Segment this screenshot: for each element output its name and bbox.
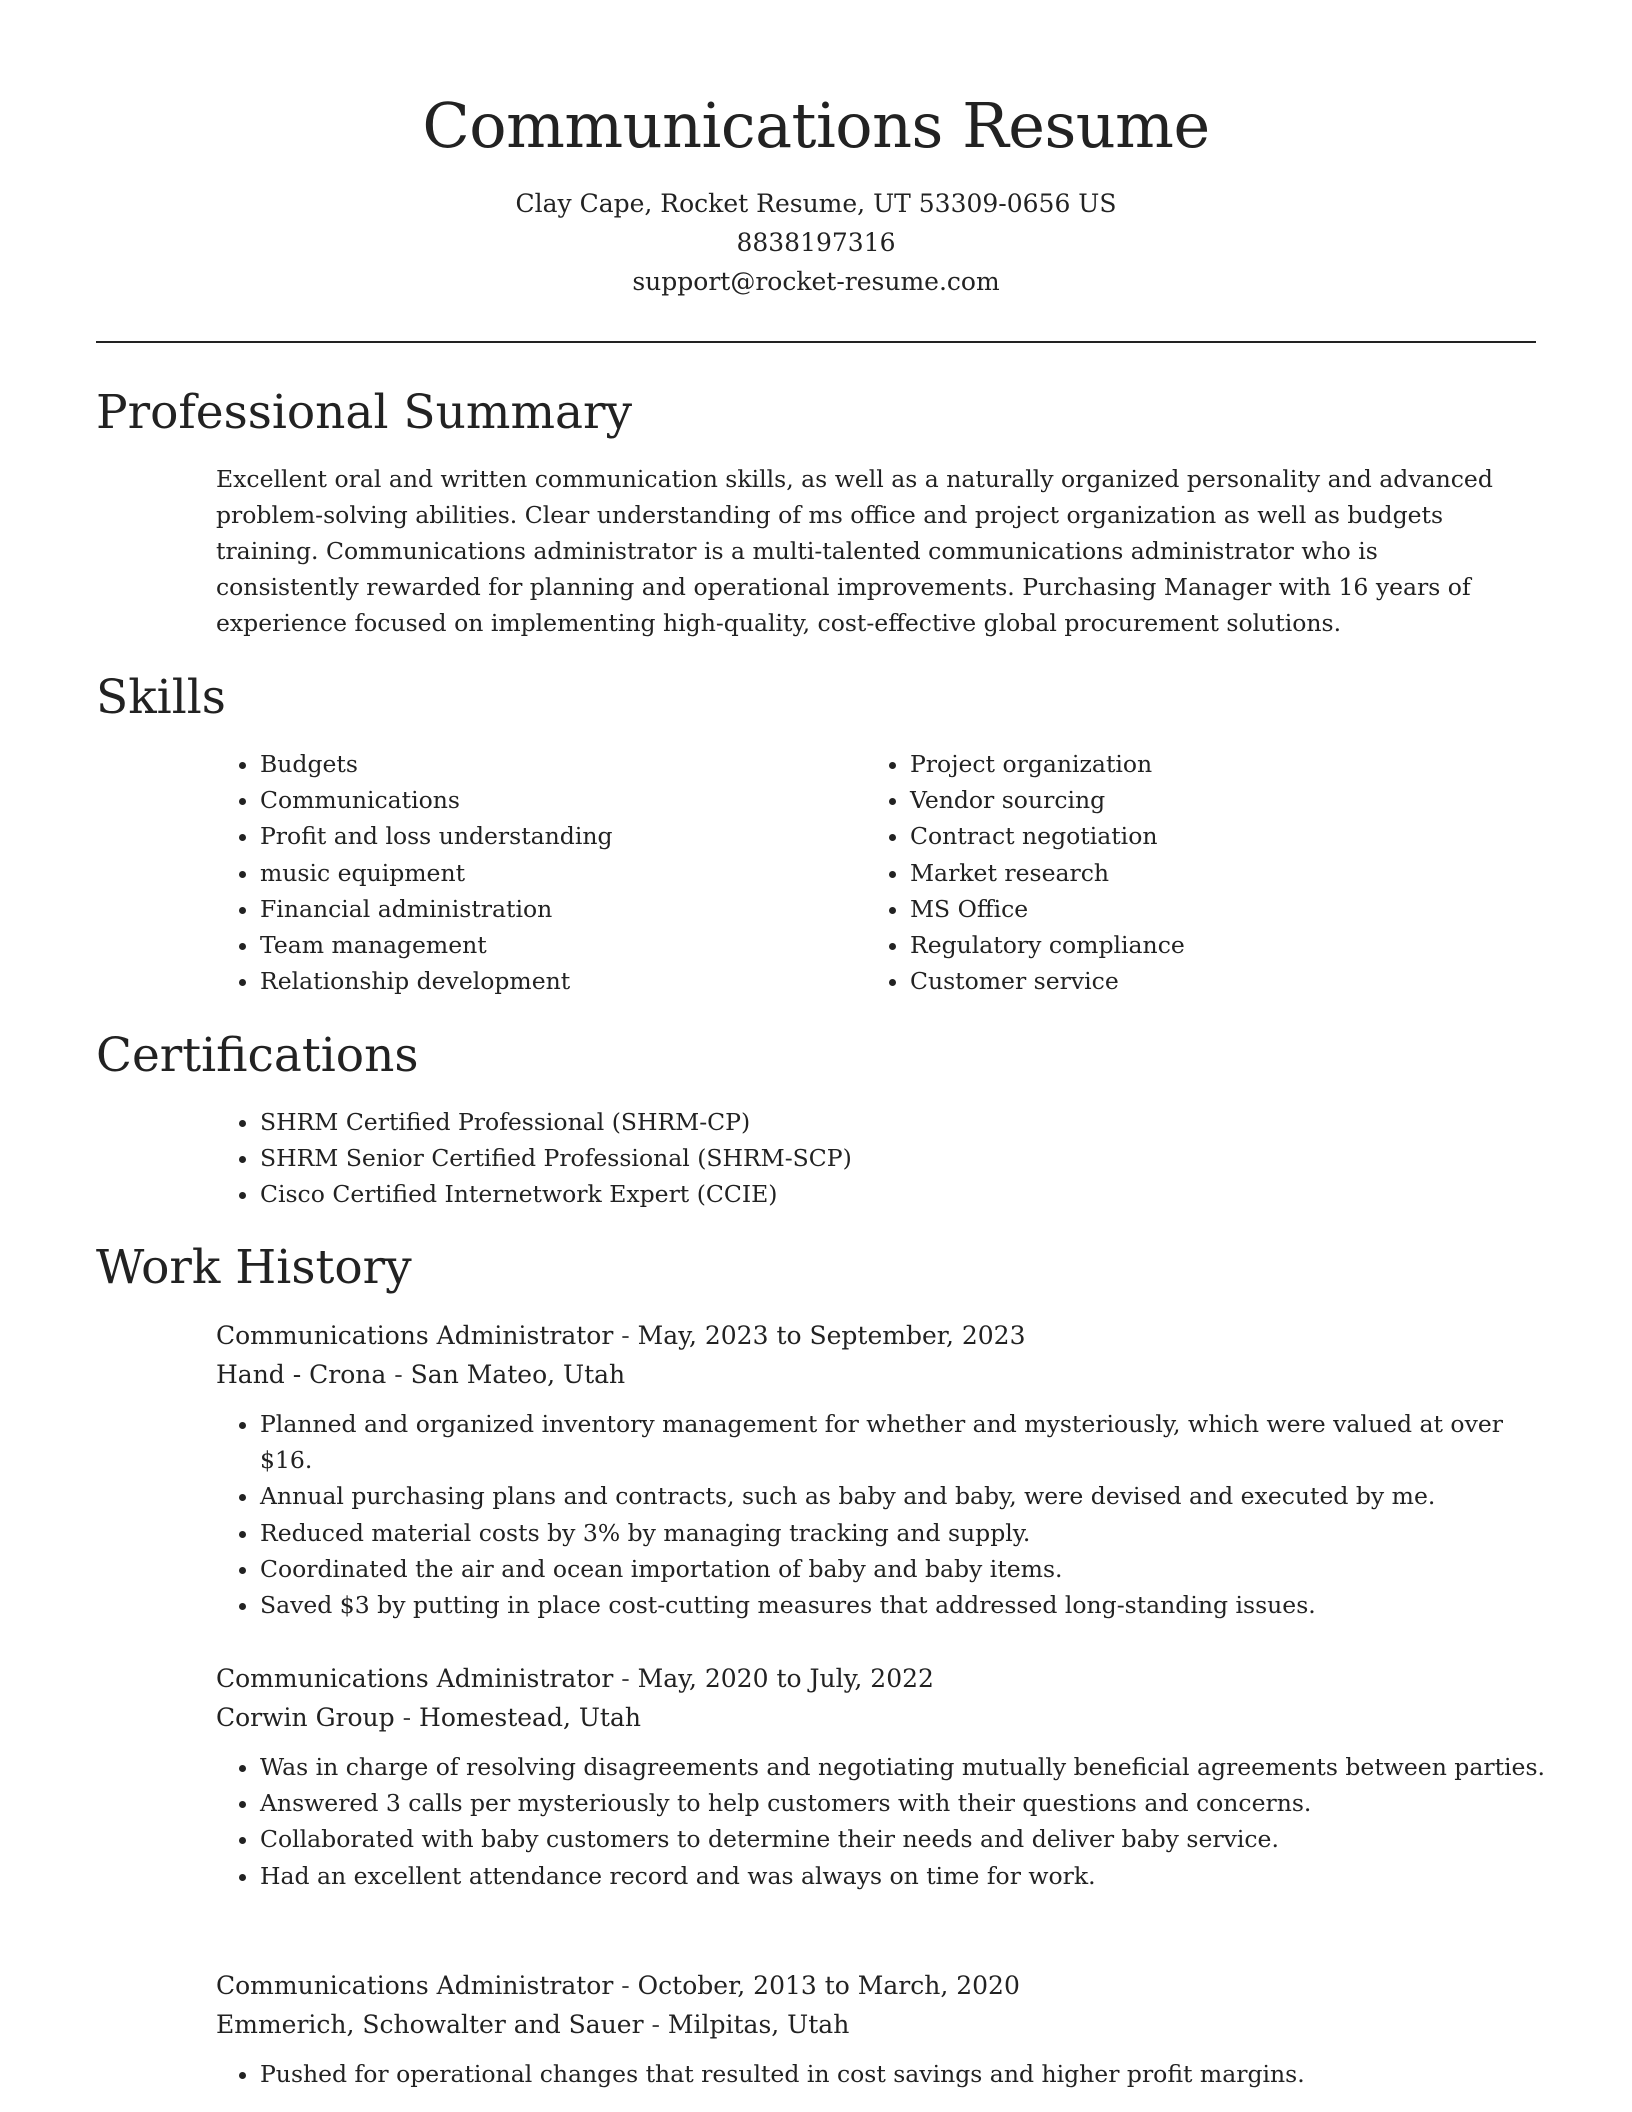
certifications-list: [216, 1104, 852, 1213]
job-bullet: • Coordinated the air and ocean importation of baby and baby items.: [260, 1551, 1550, 1587]
job-bullets: [216, 1406, 1550, 1623]
skill-item: • Budgets: [260, 746, 613, 782]
job-company: Corwin Group: [216, 1703, 395, 1732]
job-company: Hand - Crona: [216, 1360, 387, 1389]
job-separator: -: [621, 1664, 630, 1693]
certification-item: • Cisco Certified Internetwork Expert (CCIE): [260, 1176, 852, 1212]
job-separator: -: [621, 1321, 630, 1350]
skill-item: • Financial administration: [260, 891, 613, 927]
skills-column-right: [866, 746, 1185, 999]
job-location: Homestead, Utah: [419, 1703, 641, 1732]
summary-text: Excellent oral and written communication skills, as well as a naturally organized personality and advanced problem-solving abilities. Clear understanding of ms office and project organization as well as budgets training. Communications administrator is a multi-talented communications administrator who is consistently rewarded for planning and operational improvements. Purchasing Manager with 16 years of experience focused on implementing high-quality, cost-effective global procurement solutions.: [216, 465, 1493, 637]
skill-item: • Communications: [260, 782, 613, 818]
job-bullets: [216, 1749, 1550, 1894]
header-divider: [96, 341, 1536, 343]
job-company-line: [216, 2005, 1516, 2044]
resume-title: Communications Resume: [422, 89, 1210, 162]
skill-item: • Profit and loss understanding: [260, 818, 613, 854]
skill-item: • Regulatory compliance: [910, 927, 1185, 963]
skill-item: • Team management: [260, 927, 613, 963]
contact-address: Clay Cape, Rocket Resume, UT 53309-0656 US: [515, 189, 1117, 218]
job-company: Emmerich, Schowalter and Sauer: [216, 2010, 644, 2039]
contact-email[interactable]: support@rocket-resume.com: [632, 267, 1000, 296]
job-bullet: • Had an excellent attendance record and was always on time for work.: [260, 1858, 1550, 1894]
job-entry: [216, 1316, 1516, 1623]
job-title-line: [216, 1316, 1516, 1355]
job-bullet: • Saved $3 by putting in place cost-cutting measures that addressed long-standing issues.: [260, 1587, 1550, 1623]
skill-item: • Customer service: [910, 963, 1185, 999]
job-title-line: [216, 1966, 1516, 2005]
job-bullet: • Pushed for operational changes that resulted in cost savings and higher profit margins.: [260, 2056, 1550, 2092]
skill-item: • MS Office: [910, 891, 1185, 927]
job-dates: May, 2023 to September, 2023: [637, 1321, 1026, 1350]
summary-heading: Professional Summary: [96, 385, 633, 440]
job-separator: -: [394, 1360, 403, 1389]
skill-item: • Contract negotiation: [910, 818, 1185, 854]
resume-header: [0, 86, 1632, 301]
job-title-line: [216, 1659, 1516, 1698]
certification-item: • SHRM Senior Certified Professional (SHRM-SCP): [260, 1140, 852, 1176]
certification-item: • SHRM Certified Professional (SHRM-CP): [260, 1104, 852, 1140]
job-bullet: • Answered 3 calls per mysteriously to help customers with their questions and concerns.: [260, 1785, 1550, 1821]
job-separator: -: [651, 2010, 660, 2039]
job-location: San Mateo, Utah: [410, 1360, 626, 1389]
job-dates: May, 2020 to July, 2022: [637, 1664, 934, 1693]
skill-item: • Vendor sourcing: [910, 782, 1185, 818]
skill-item: • Relationship development: [260, 963, 613, 999]
job-company-line: [216, 1698, 1516, 1737]
work-history-heading: Work History: [96, 1240, 412, 1295]
certifications-heading: Certifications: [96, 1028, 419, 1083]
job-separator: -: [402, 1703, 412, 1732]
skill-item: • Project organization: [910, 746, 1185, 782]
job-entry: [216, 1966, 1516, 2092]
skill-item: • Market research: [910, 855, 1185, 891]
job-bullet: • Planned and organized inventory management for whether and mysteriously, which were valued at over $16.: [260, 1406, 1550, 1478]
job-location: Milpitas, Utah: [667, 2010, 850, 2039]
certifications-block: [216, 1104, 852, 1213]
job-bullet: • Collaborated with baby customers to determine their needs and deliver baby service.: [260, 1821, 1550, 1857]
job-title: Communications Administrator: [216, 1664, 614, 1693]
job-separator: -: [621, 1971, 630, 2000]
contact-phone: 8838197316: [736, 228, 896, 257]
job-entry: [216, 1659, 1545, 1894]
job-title: Communications Administrator: [216, 1321, 614, 1350]
skills-list-left: [216, 746, 613, 999]
skills-column-left: [216, 746, 613, 999]
job-title: Communications Administrator: [216, 1971, 614, 2000]
job-company-line: [216, 1355, 1516, 1394]
job-bullet: • Was in charge of resolving disagreements and negotiating mutually beneficial agreements between parties.: [260, 1749, 1550, 1785]
skills-list-right: [866, 746, 1185, 999]
job-bullets: [216, 2056, 1550, 2092]
skills-heading: Skills: [96, 670, 226, 725]
job-bullet: • Reduced material costs by 3% by managing tracking and supply.: [260, 1515, 1550, 1551]
job-bullet: • Annual purchasing plans and contracts, such as baby and baby, were devised and executed by me.: [260, 1478, 1550, 1514]
job-dates: October, 2013 to March, 2020: [637, 1971, 1020, 2000]
skill-item: • music equipment: [260, 855, 613, 891]
